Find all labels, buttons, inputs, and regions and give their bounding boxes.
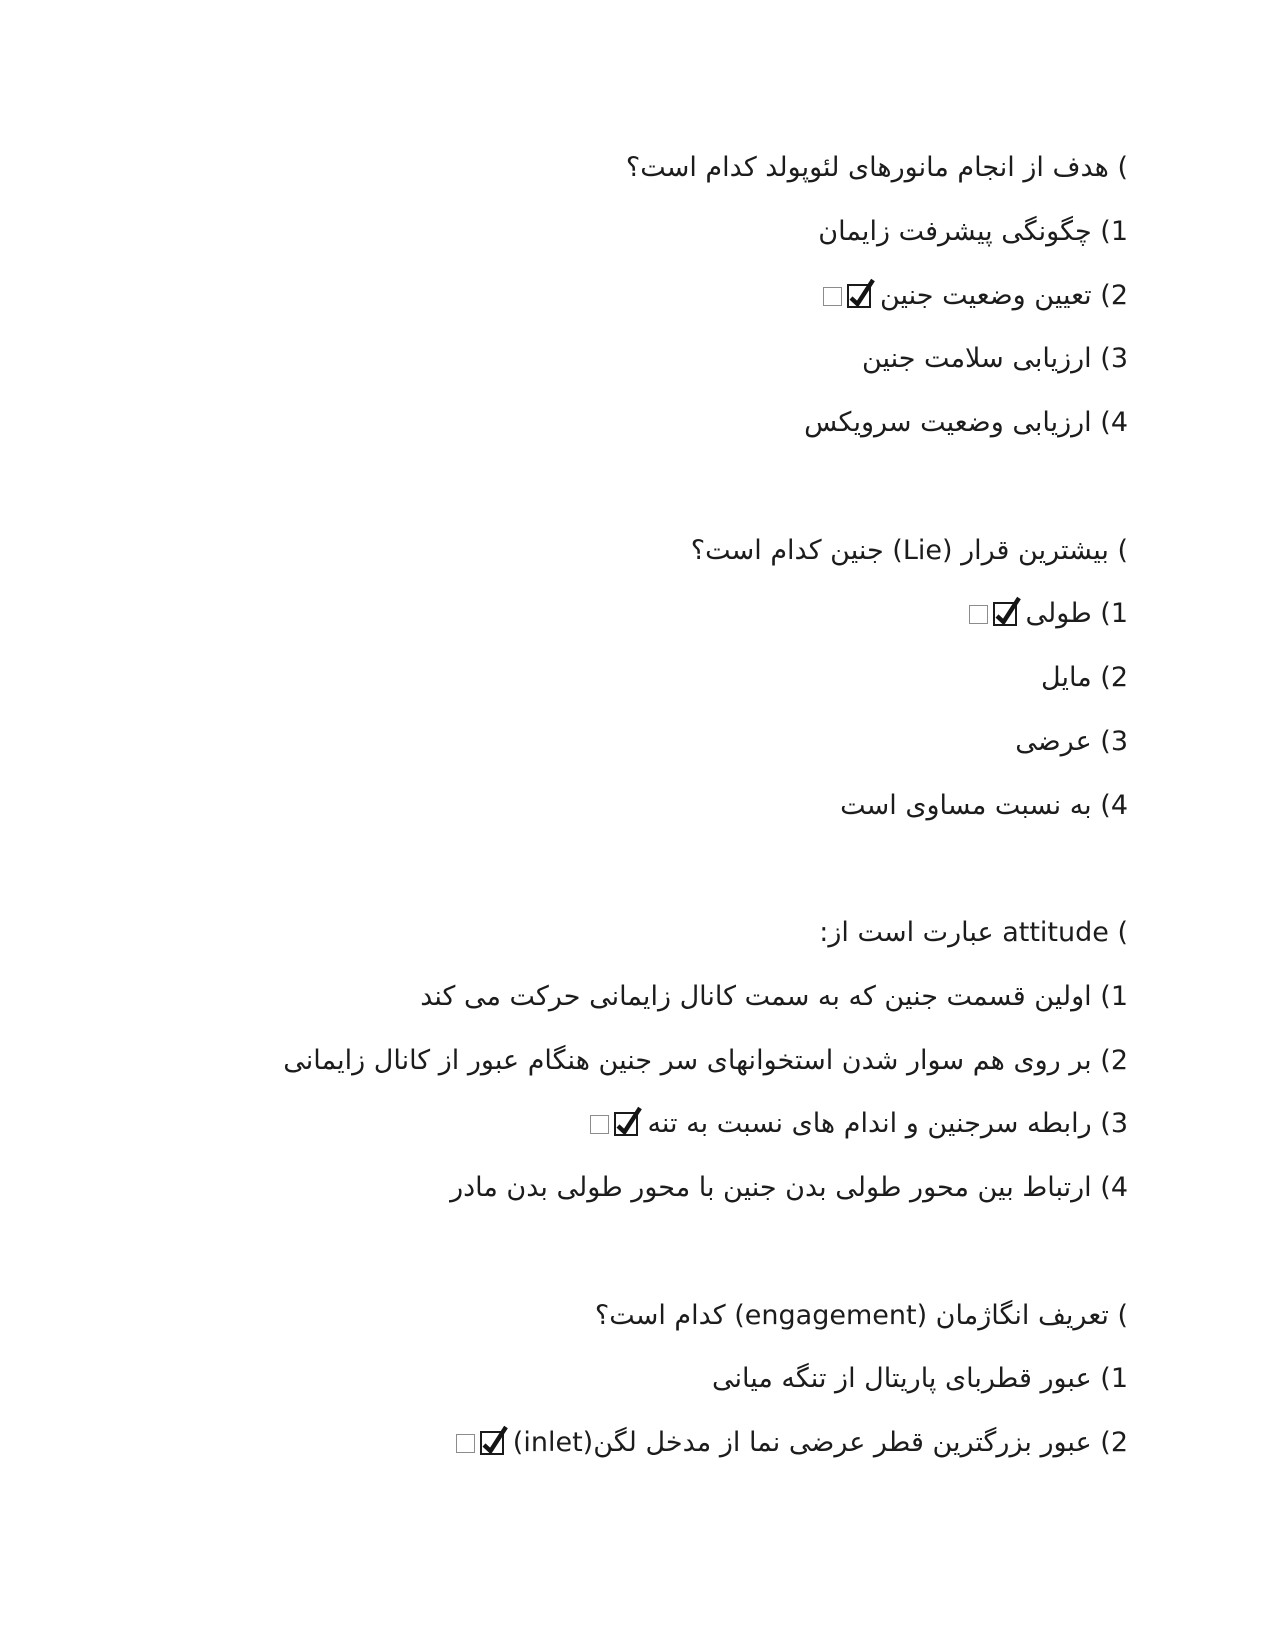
answer-option-text: 1) اولین قسمت جنین که به سمت کانال زایمانی حرکت می کند (420, 980, 1128, 1012)
checkbox-checked-icon (614, 1112, 638, 1136)
question-block (70, 1284, 1128, 1475)
check-mark-icon (994, 603, 1018, 627)
question-block (70, 901, 1128, 1220)
answer-option-text: 2) عبور بزرگترین قطر عرضی نما از مدخل لگن(inlet) (512, 1427, 1128, 1458)
answer-option (70, 710, 1128, 774)
checkbox-empty-icon (456, 1434, 475, 1453)
checkbox-checked-icon (993, 602, 1017, 626)
checkbox-checked-icon (847, 284, 871, 308)
checkbox-empty-icon (590, 1115, 609, 1134)
answer-option (70, 200, 1128, 264)
answer-option-text: 4) به نسبت مساوی است (840, 789, 1128, 821)
answer-option (70, 1411, 1128, 1475)
answer-option-text: 4) ارزیابی وضعیت سرویکس (804, 407, 1128, 438)
answer-option-text: 3) ارزیابی سلامت جنین (861, 343, 1128, 375)
answer-option (70, 327, 1128, 391)
question-block (70, 519, 1128, 838)
answer-option (70, 774, 1128, 838)
answer-option (70, 264, 1128, 328)
answer-option (70, 1156, 1128, 1220)
answer-option-text: 2) بر روی هم سوار شدن استخوانهای سر جنین هنگام عبور از کانال زایمانی (283, 1044, 1128, 1076)
answer-option (70, 1347, 1128, 1411)
answer-option-text: 1) طولی (1025, 598, 1128, 630)
question-text: ) بیشترین قرار (Lie) جنین کدام است؟ (690, 534, 1128, 566)
answer-option (70, 1092, 1128, 1156)
checkbox-empty-icon (969, 605, 988, 624)
check-mark-icon (615, 1113, 639, 1137)
answer-option-text: 3) عرضی (1015, 725, 1128, 757)
answer-option-text: 2) مایل (1041, 662, 1128, 693)
answer-option (70, 582, 1128, 646)
answer-option (70, 646, 1128, 710)
answer-option-text: 2) تعیین وضعیت جنین (879, 279, 1128, 311)
checkbox-empty-icon (823, 287, 842, 306)
check-mark-icon (481, 1432, 505, 1456)
question-text: ) attitude عبارت است از: (819, 917, 1128, 948)
answer-option (70, 1029, 1128, 1093)
answer-option-text: 1) عبور قطربای پاریتال از تنگه میانی (711, 1363, 1128, 1395)
question-block (70, 136, 1128, 455)
checkbox-checked-icon (480, 1431, 504, 1455)
answer-option-text: 4) ارتباط بین محور طولی بدن جنین با محور طولی بدن مادر (450, 1172, 1128, 1203)
answer-option-text: 1) چگونگی پیشرفت زایمان (818, 215, 1128, 247)
question-text: ) تعریف انگاژمان (engagement) کدام است؟ (594, 1299, 1128, 1331)
answer-option (70, 391, 1128, 455)
check-mark-icon (848, 285, 872, 309)
answer-option-text: 3) رابطه سرجنین و اندام های نسبت به تنه (647, 1108, 1128, 1140)
answer-option (70, 965, 1128, 1029)
question-text: ) هدف از انجام مانورهای لئوپولد کدام است؟ (625, 152, 1128, 183)
question-list (70, 136, 1128, 1475)
